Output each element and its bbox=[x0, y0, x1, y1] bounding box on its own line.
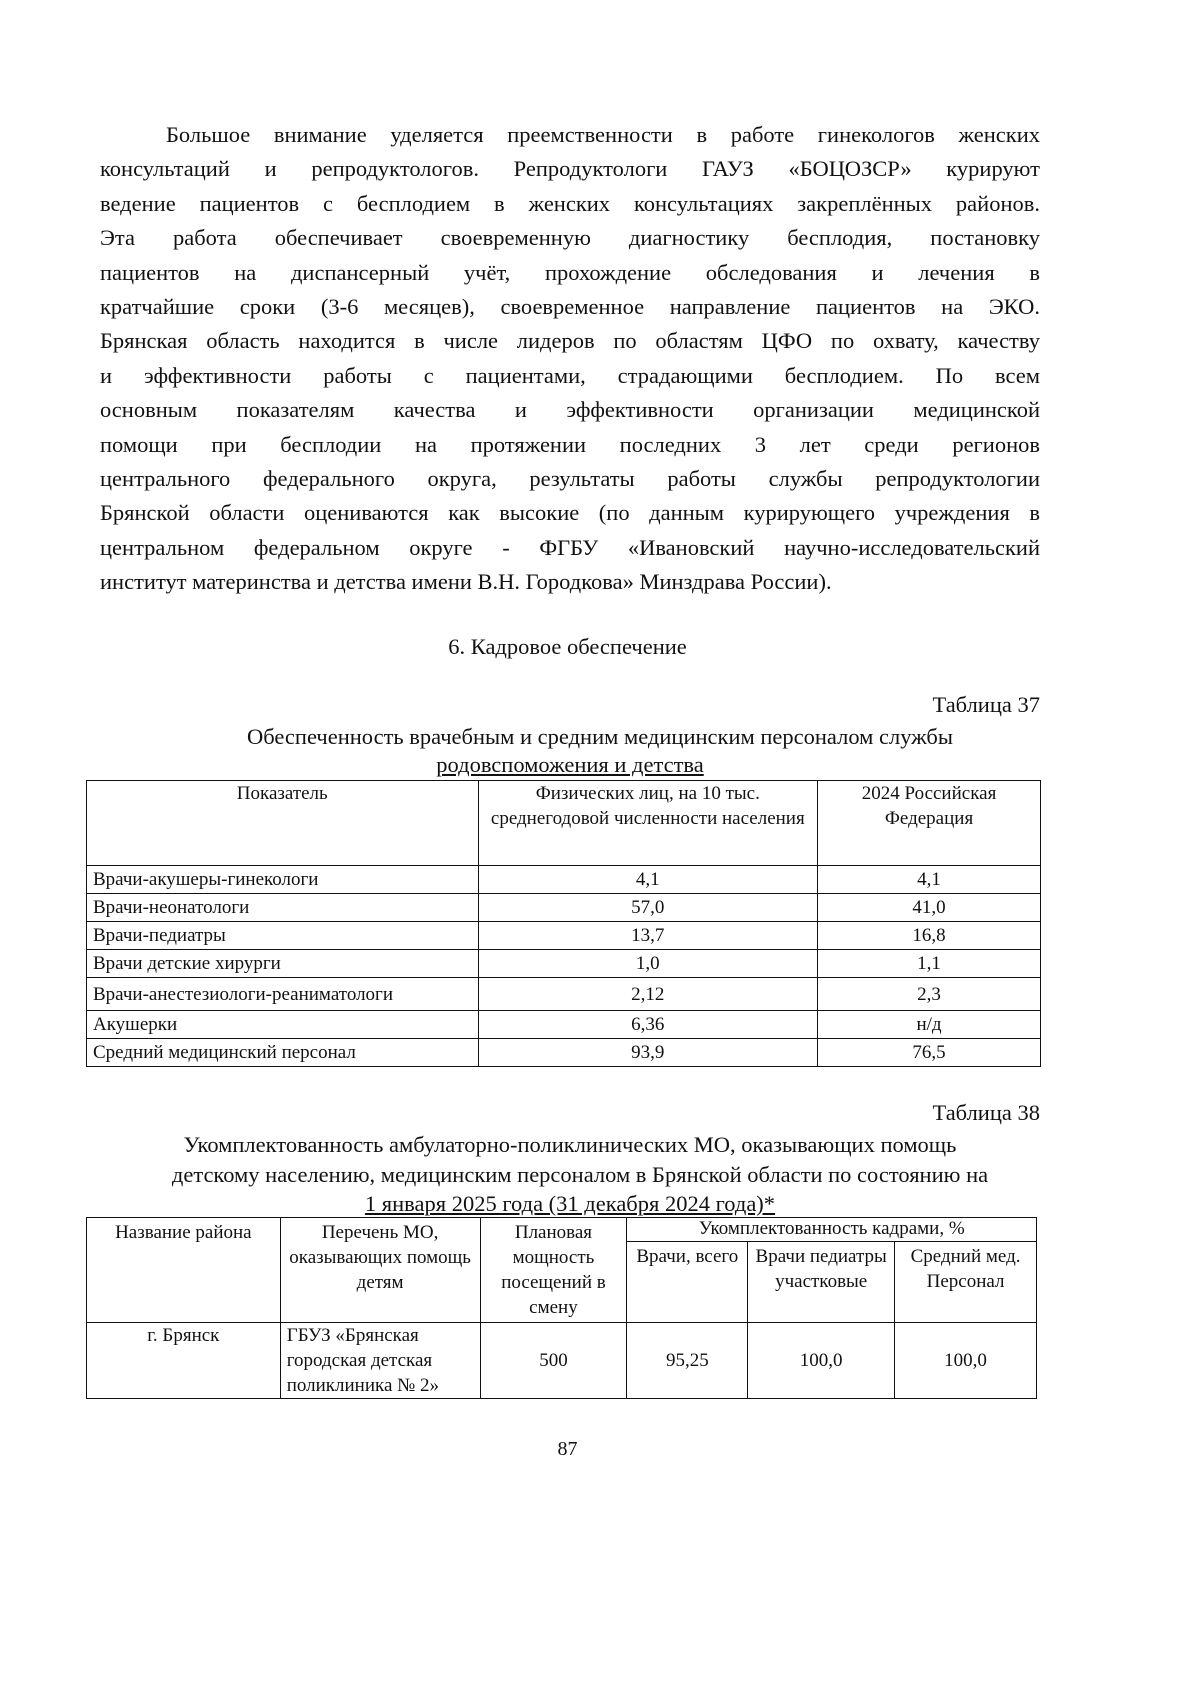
table-row bbox=[87, 1011, 1041, 1039]
table-row bbox=[87, 922, 1041, 950]
cell-doctors-total: 95,25 bbox=[627, 1323, 748, 1399]
table-37 bbox=[86, 780, 1041, 1067]
cell-value: 6,36 bbox=[478, 1011, 818, 1039]
table-row bbox=[87, 866, 1041, 894]
header-doctors-total: Врачи, всего bbox=[627, 1241, 748, 1322]
cell-value: 57,0 bbox=[478, 894, 818, 922]
table37-title-line2: родовспоможения и детства bbox=[436, 752, 704, 777]
paragraph-line: помощи при бесплодии на протяжении последних 3 лет среди регионов bbox=[100, 431, 1040, 457]
paragraph-line: Брянская область находится в числе лидеров по областям ЦФО по охвату, качеству bbox=[100, 328, 1040, 354]
paragraph-line: ведение пациентов с бесплодием в женских консультациях закреплённых районов. bbox=[100, 190, 1040, 216]
paragraph-line: центрального федерального округа, результаты работы службы репродуктологии bbox=[100, 465, 1040, 491]
cell-rf: 1,1 bbox=[818, 950, 1041, 978]
cell-indicator: Врачи-акушеры-гинекологи bbox=[87, 866, 479, 894]
cell-indicator: Акушерки bbox=[87, 1011, 479, 1039]
paragraph-line: институт материнства и детства имени В.Н. Городкова» Минздрава России). bbox=[100, 569, 832, 595]
cell-nurses: 100,0 bbox=[895, 1323, 1037, 1399]
header-nurses: Средний мед. Персонал bbox=[895, 1241, 1037, 1322]
table-row bbox=[87, 1039, 1041, 1067]
cell-value: 2,12 bbox=[478, 978, 818, 1011]
body-paragraph bbox=[100, 118, 1040, 599]
header-rf-2024: 2024 Российская Федерация bbox=[818, 781, 1041, 866]
page-number: 87 bbox=[557, 1438, 578, 1460]
cell-rf: н/д bbox=[818, 1011, 1041, 1039]
cell-value: 4,1 bbox=[478, 866, 818, 894]
paragraph-line: основным показателям качества и эффективности организации медицинской bbox=[100, 397, 1040, 423]
table-38 bbox=[86, 1217, 1037, 1399]
table-row bbox=[87, 950, 1041, 978]
cell-indicator: Врачи детские хирурги bbox=[87, 950, 479, 978]
cell-rf: 16,8 bbox=[818, 922, 1041, 950]
cell-value: 1,0 bbox=[478, 950, 818, 978]
table38-label: Таблица 38 bbox=[932, 1100, 1040, 1125]
table37-title: Обеспеченность врачебным и средним медицинским персоналом службы bbox=[246, 724, 953, 749]
header-per-10k: Физических лиц, на 10 тыс. среднегодовой численности населения bbox=[478, 781, 818, 866]
table38-title-line2: детскому населению, медицинским персоналом в Брянской области по состоянию на bbox=[171, 1162, 989, 1187]
paragraph-line: консультаций и репродуктологов. Репродуктологи ГАУЗ «БОЦОЗСР» курируют bbox=[100, 156, 1040, 182]
cell-mo: ГБУЗ «Брянская городская детская поликлиника № 2» bbox=[280, 1323, 480, 1399]
table-header-row bbox=[87, 781, 1041, 866]
cell-rf: 41,0 bbox=[818, 894, 1041, 922]
header-staffing: Укомплектованность кадрами, % bbox=[627, 1218, 1037, 1242]
paragraph-line: пациентов на диспансерный учёт, прохождение обследования и лечения в bbox=[100, 259, 1040, 285]
paragraph-line: кратчайшие сроки (3-6 месяцев), своевременное направление пациентов на ЭКО. bbox=[100, 293, 1040, 319]
cell-pediatricians: 100,0 bbox=[748, 1323, 895, 1399]
cell-rf: 76,5 bbox=[818, 1039, 1041, 1067]
table38-title: Укомплектованность амбулаторно-поликлинических МО, оказывающих помощь bbox=[183, 1132, 957, 1157]
table-row bbox=[87, 1323, 1037, 1399]
cell-district: г. Брянск bbox=[87, 1323, 281, 1399]
table37-label: Таблица 37 bbox=[932, 692, 1040, 717]
paragraph-line: и эффективности работы с пациентами, страдающими бесплодием. По всем bbox=[100, 362, 1040, 388]
paragraph-line: Большое внимание уделяется преемственности в работе гинекологов женских bbox=[166, 122, 1040, 147]
cell-indicator: Врачи-педиатры bbox=[87, 922, 479, 950]
header-indicator: Показатель bbox=[87, 781, 479, 866]
header-capacity: Плановая мощность посещений в смену bbox=[480, 1218, 627, 1323]
header-pediatricians: Врачи педиатры участковые bbox=[748, 1241, 895, 1322]
table-row bbox=[87, 894, 1041, 922]
table-row bbox=[87, 978, 1041, 1011]
paragraph-line: центральном федеральном округе - ФГБУ «Ивановский научно-исследовательский bbox=[100, 534, 1040, 560]
cell-indicator: Врачи-неонатологи bbox=[87, 894, 479, 922]
header-mo-list: Перечень МО, оказывающих помощь детям bbox=[280, 1218, 480, 1323]
paragraph-line: Брянской области оцениваются как высокие (по данным курирующего учреждения в bbox=[100, 500, 1040, 526]
header-district: Название района bbox=[87, 1218, 281, 1323]
cell-value: 13,7 bbox=[478, 922, 818, 950]
table38-title-line3: 1 января 2025 года (31 декабря 2024 года)* bbox=[364, 1191, 776, 1216]
cell-value: 93,9 bbox=[478, 1039, 818, 1067]
paragraph-line: Эта работа обеспечивает своевременную диагностику бесплодия, постановку bbox=[100, 225, 1040, 251]
cell-indicator: Врачи-анестезиологи-реаниматологи bbox=[87, 978, 479, 1011]
cell-rf: 2,3 bbox=[818, 978, 1041, 1011]
cell-capacity: 500 bbox=[480, 1323, 627, 1399]
cell-rf: 4,1 bbox=[818, 866, 1041, 894]
cell-indicator: Средний медицинский персонал bbox=[87, 1039, 479, 1067]
section-heading: 6. Кадровое обеспечение bbox=[448, 634, 687, 659]
